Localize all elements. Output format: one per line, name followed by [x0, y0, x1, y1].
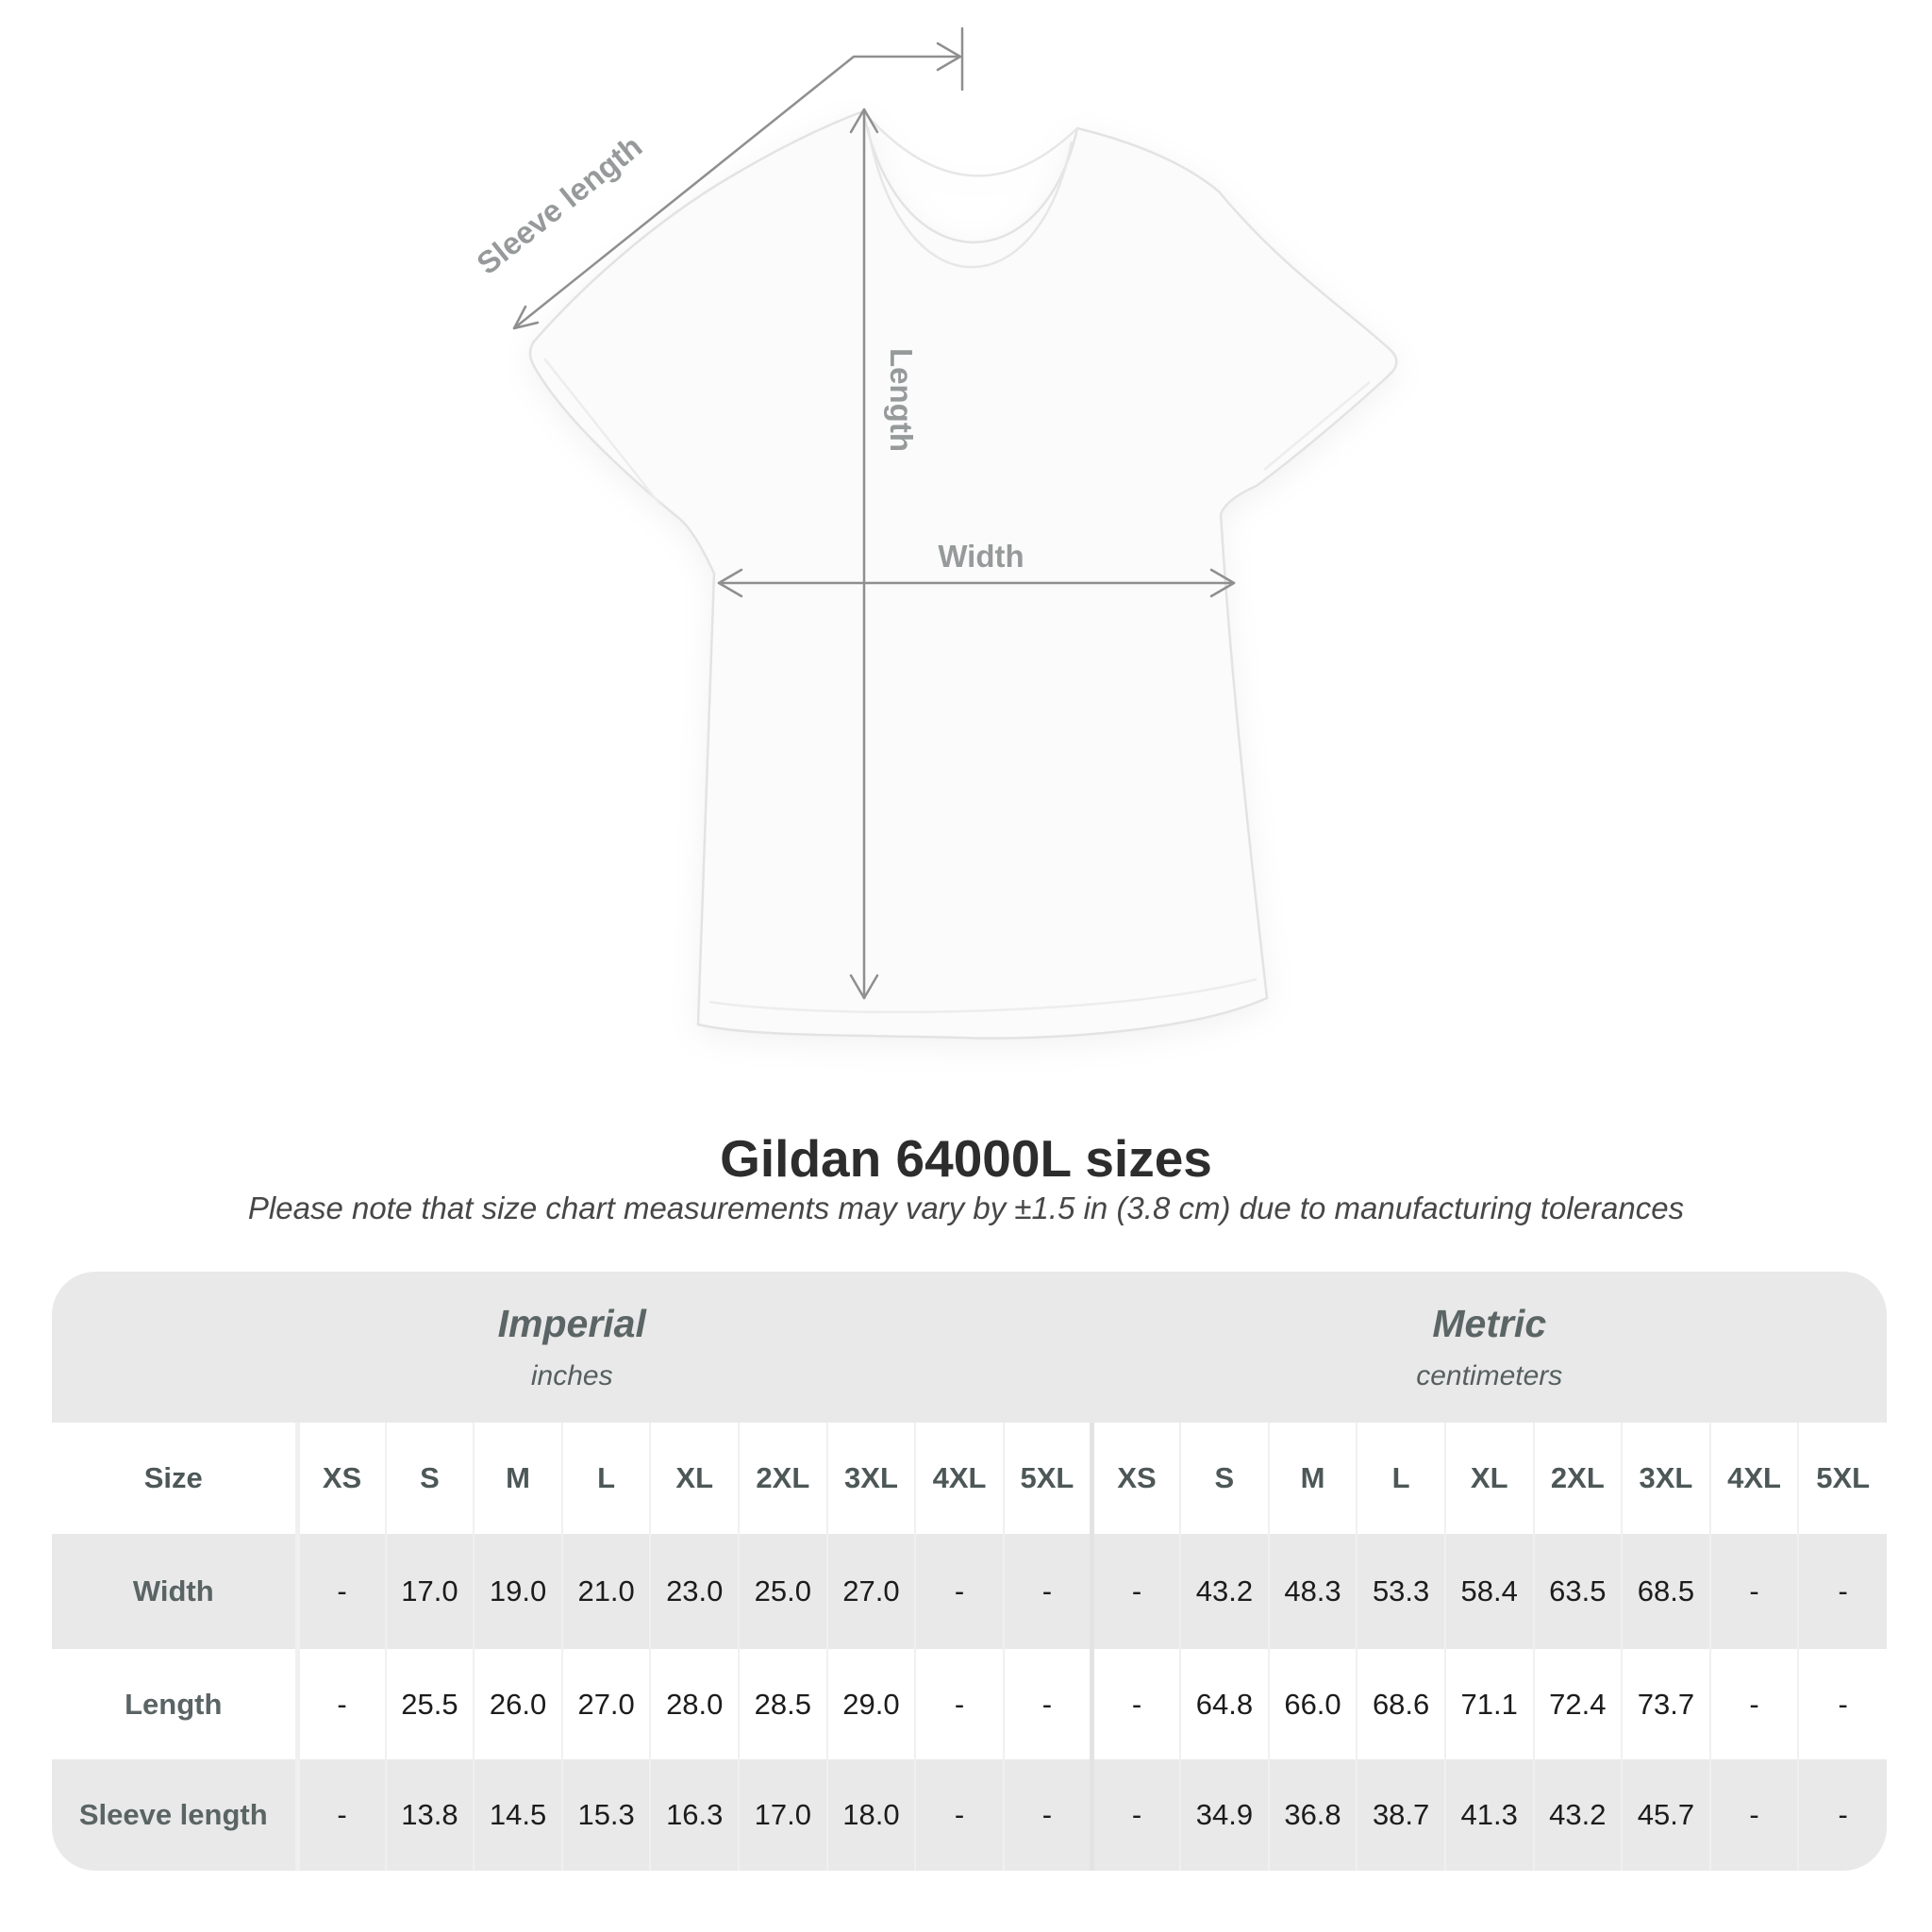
table-cell: 18.0 — [827, 1759, 916, 1871]
table-cell: 27.0 — [827, 1534, 916, 1649]
table-cell: 25.0 — [739, 1534, 827, 1649]
col-header-imp-m: M — [474, 1423, 562, 1534]
table-cell: 19.0 — [474, 1534, 562, 1649]
table-cell: 27.0 — [562, 1649, 651, 1759]
col-header-imp-4xl: 4XL — [915, 1423, 1004, 1534]
col-header-met-xs: XS — [1091, 1423, 1180, 1534]
table-cell: - — [1004, 1759, 1092, 1871]
table-cell: - — [1798, 1649, 1887, 1759]
table-cell: - — [915, 1534, 1004, 1649]
col-header-met-3xl: 3XL — [1622, 1423, 1710, 1534]
table-cell: 68.6 — [1357, 1649, 1445, 1759]
col-header-met-l: L — [1357, 1423, 1445, 1534]
table-cell: 66.0 — [1269, 1649, 1357, 1759]
col-header-met-s: S — [1180, 1423, 1269, 1534]
metric-group-title: Metric — [1432, 1302, 1547, 1345]
col-header-imp-l: L — [562, 1423, 651, 1534]
row-label-width: Width — [132, 1574, 214, 1607]
table-cell: 73.7 — [1622, 1649, 1710, 1759]
page-title: Gildan 64000L sizes — [720, 1129, 1212, 1188]
col-header-met-2xl: 2XL — [1534, 1423, 1623, 1534]
col-header-met-m: M — [1269, 1423, 1357, 1534]
table-cell: 63.5 — [1534, 1534, 1623, 1649]
table-cell: 41.3 — [1445, 1759, 1534, 1871]
table-cell: - — [297, 1759, 386, 1871]
size-chart-table — [52, 1272, 1887, 1871]
metric-group-header — [1091, 1272, 1887, 1423]
table-cell: 48.3 — [1269, 1534, 1357, 1649]
table-cell: 28.0 — [650, 1649, 739, 1759]
table-cell: 14.5 — [474, 1759, 562, 1871]
table-cell: 23.0 — [650, 1534, 739, 1649]
table-cell: 72.4 — [1534, 1649, 1623, 1759]
table-cell: 43.2 — [1180, 1534, 1269, 1649]
table-cell: 16.3 — [650, 1759, 739, 1871]
row-label-sleeve-length: Sleeve length — [78, 1798, 268, 1831]
table-cell: - — [1710, 1649, 1799, 1759]
collar-back-line — [863, 111, 1077, 175]
size-header-row — [52, 1423, 1887, 1534]
table-cell: 53.3 — [1357, 1534, 1445, 1649]
table-cell: 43.2 — [1534, 1759, 1623, 1871]
col-header-met-4xl: 4XL — [1710, 1423, 1799, 1534]
imperial-group-title: Imperial — [497, 1302, 646, 1345]
col-header-met-xl: XL — [1445, 1423, 1534, 1534]
col-header-imp-2xl: 2XL — [739, 1423, 827, 1534]
table-cell: - — [915, 1759, 1004, 1871]
table-cell: 17.0 — [739, 1759, 827, 1871]
table-cell: 13.8 — [386, 1759, 475, 1871]
sleeve-length-label: Sleeve length — [470, 128, 649, 281]
col-header-imp-xs: XS — [297, 1423, 386, 1534]
table-cell: - — [1710, 1759, 1799, 1871]
table-cell: - — [1710, 1534, 1799, 1649]
tshirt-graphic — [530, 111, 1396, 1039]
table-cell: 71.1 — [1445, 1649, 1534, 1759]
metric-unit-label: centimeters — [1416, 1360, 1563, 1391]
col-header-imp-5xl: 5XL — [1004, 1423, 1092, 1534]
row-label-length: Length — [125, 1687, 223, 1721]
table-cell: - — [1004, 1534, 1092, 1649]
imperial-group-header — [52, 1272, 1091, 1423]
length-label: Length — [884, 348, 919, 452]
table-cell: - — [1091, 1534, 1180, 1649]
table-cell: 25.5 — [386, 1649, 475, 1759]
table-cell: 29.0 — [827, 1649, 916, 1759]
table-cell: 21.0 — [562, 1534, 651, 1649]
table-cell: 38.7 — [1357, 1759, 1445, 1871]
table-cell: 34.9 — [1180, 1759, 1269, 1871]
table-row-width — [52, 1534, 1887, 1649]
table-cell: 26.0 — [474, 1649, 562, 1759]
table-row-sleeve-length — [52, 1759, 1887, 1871]
table-cell: 15.3 — [562, 1759, 651, 1871]
table-cell: - — [1091, 1759, 1180, 1871]
table-cell: 45.7 — [1622, 1759, 1710, 1871]
table-cell: 36.8 — [1269, 1759, 1357, 1871]
table-cell: 64.8 — [1180, 1649, 1269, 1759]
table-cell: 28.5 — [739, 1649, 827, 1759]
table-cell: - — [1091, 1649, 1180, 1759]
table-row-length — [52, 1649, 1887, 1759]
table-cell: - — [1004, 1649, 1092, 1759]
table-cell: - — [1798, 1759, 1887, 1871]
col-header-imp-3xl: 3XL — [827, 1423, 916, 1534]
col-header-size: Size — [143, 1461, 203, 1494]
col-header-imp-s: S — [386, 1423, 475, 1534]
imperial-unit-label: inches — [530, 1360, 613, 1391]
table-cell: 58.4 — [1445, 1534, 1534, 1649]
table-cell: - — [1798, 1534, 1887, 1649]
table-cell: - — [297, 1649, 386, 1759]
table-cell: - — [297, 1534, 386, 1649]
table-cell: 68.5 — [1622, 1534, 1710, 1649]
table-cell: - — [915, 1649, 1004, 1759]
tolerance-note: Please note that size chart measurements may vary by ±1.5 in (3.8 cm) due to manufacturing tolerances — [247, 1191, 1685, 1225]
col-header-met-5xl: 5XL — [1798, 1423, 1887, 1534]
width-label: Width — [938, 539, 1024, 574]
col-header-imp-xl: XL — [650, 1423, 739, 1534]
size-chart-table-container — [52, 1272, 1887, 1871]
table-cell: 17.0 — [386, 1534, 475, 1649]
unit-group-header-row — [52, 1272, 1887, 1423]
